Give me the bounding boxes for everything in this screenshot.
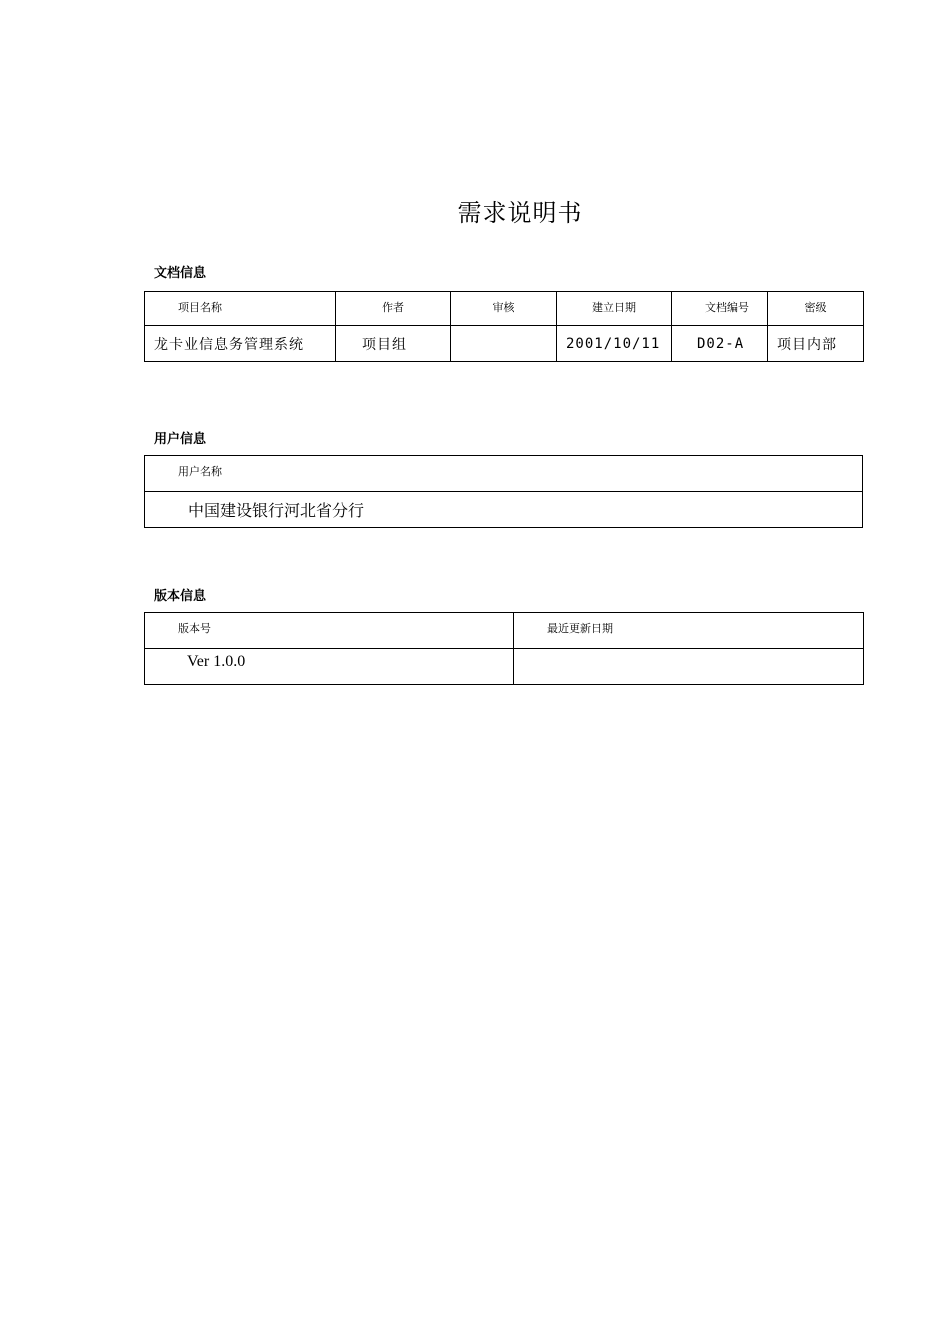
- user-info-header-row: [145, 456, 863, 492]
- version-info-table: [144, 612, 864, 685]
- doc-info-heading: 文档信息: [154, 266, 207, 281]
- user-info-table: [144, 455, 863, 528]
- header-security-level: 密级: [768, 292, 864, 326]
- value-review: [451, 326, 557, 362]
- header-user-name: 用户名称: [145, 456, 863, 492]
- value-project-name: 龙卡业信息务管理系统: [145, 326, 336, 362]
- value-version-number: Ver 1.0.0: [145, 649, 514, 685]
- header-review: 审核: [451, 292, 557, 326]
- user-info-value-row: [145, 492, 863, 528]
- doc-info-header-row: [145, 292, 864, 326]
- user-info-heading: 用户信息: [154, 432, 207, 447]
- header-author: 作者: [336, 292, 451, 326]
- header-project-name: 项目名称: [145, 292, 336, 326]
- header-version-number: 版本号: [145, 613, 514, 649]
- header-created-date: 建立日期: [557, 292, 672, 326]
- doc-info-table: [144, 291, 864, 362]
- version-info-header-row: [145, 613, 864, 649]
- value-user-name: 中国建设银行河北省分行: [145, 492, 863, 528]
- document-title: 需求说明书: [457, 199, 583, 227]
- doc-info-value-row: [145, 326, 864, 362]
- version-info-heading: 版本信息: [154, 589, 207, 604]
- value-last-updated: [514, 649, 864, 685]
- header-doc-number: 文档编号: [672, 292, 768, 326]
- header-last-updated: 最近更新日期: [514, 613, 864, 649]
- version-info-value-row: [145, 649, 864, 685]
- value-created-date: 2001/10/11: [557, 326, 672, 362]
- value-security-level: 项目内部: [768, 326, 864, 362]
- value-doc-number: D02-A: [672, 326, 768, 362]
- value-author: 项目组: [336, 326, 451, 362]
